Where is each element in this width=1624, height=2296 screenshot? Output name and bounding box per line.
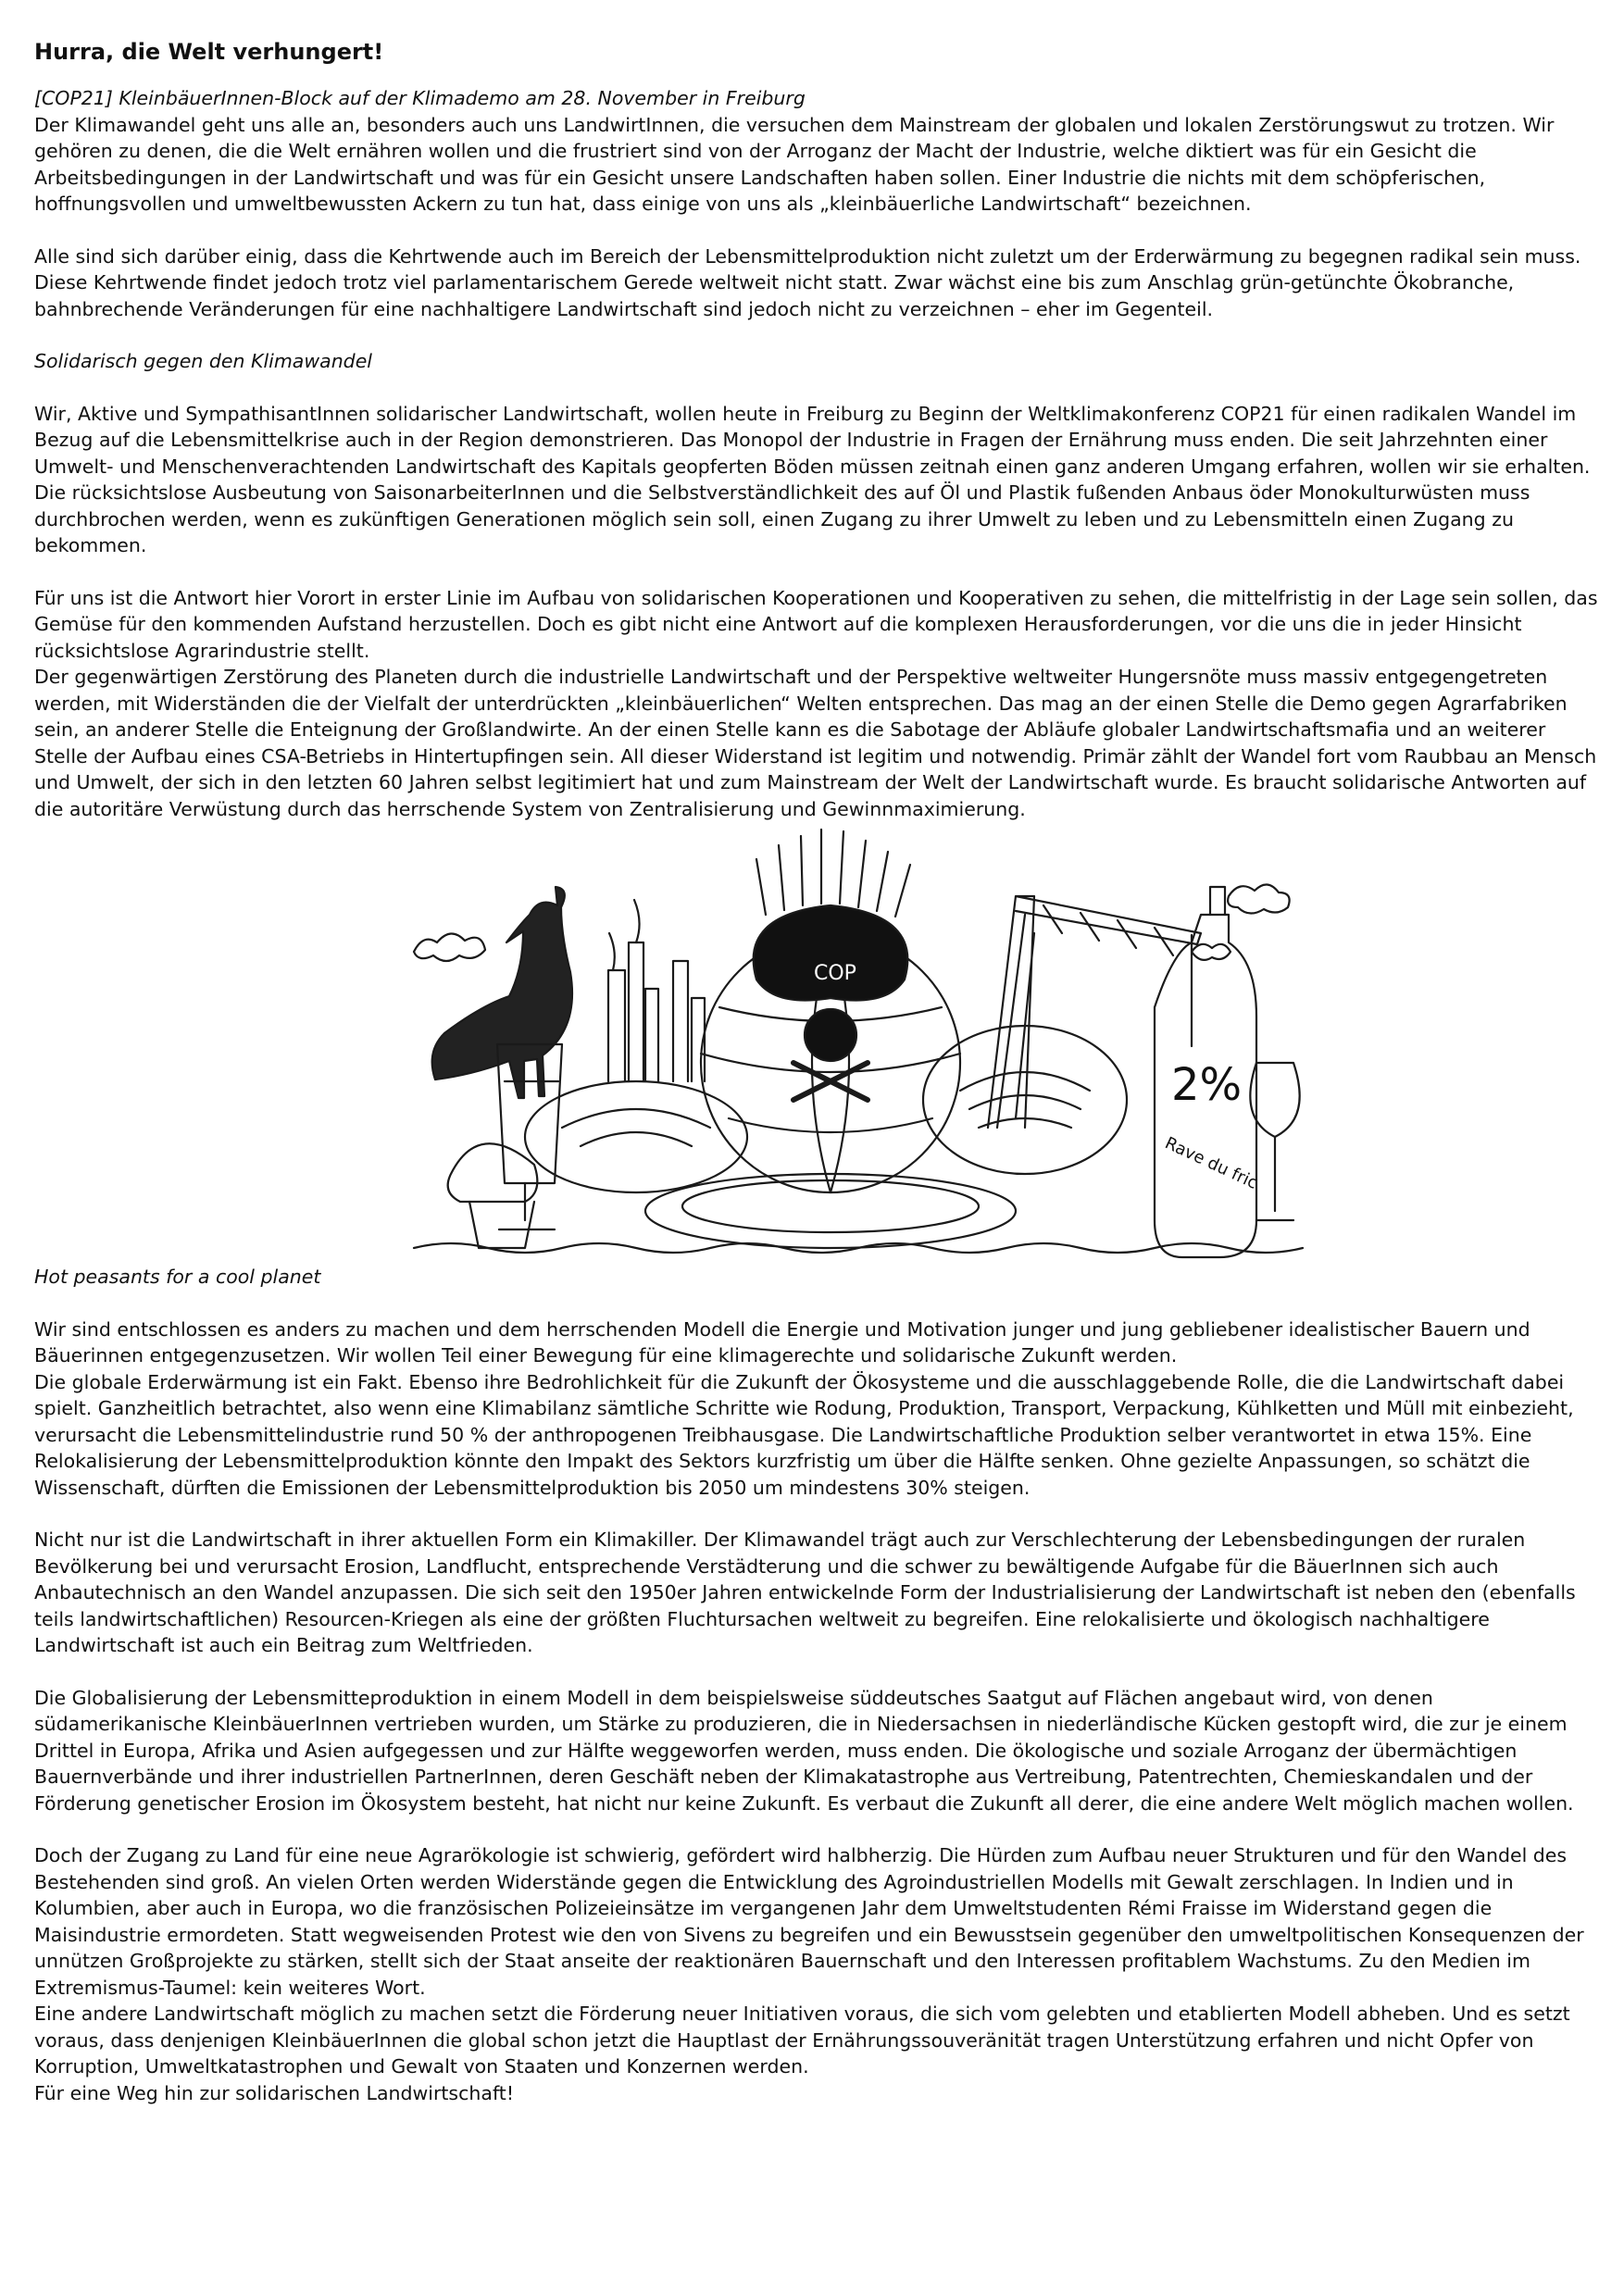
section-heading-hot-peasants: Hot peasants for a cool planet [34, 1266, 321, 1288]
document-page [34, 37, 1599, 2106]
spacer [34, 1659, 1599, 1685]
paragraph-8: Nicht nur ist die Landwirtschaft in ihrer aktuellen Form ein Klimakiller. Der Klimawandel trägt auch zur Verschlechterung der Lebensbedingungen der ruralen Bevölkerung bei und verursacht Erosion, Landflucht, entsprechende Verstädterung und die schwer zu bewältigende Aufgabe für die BäuerInnen sich auch Anbautechnisch an den Wandel anzupassen. Die sich seit den 1950er Jahren entwickelnde Form der Industrialisierung der Landwirtschaft ist neben den (ebenfalls teils landwirtschaftlichen) Resourcen-Kriegen als eine der größten Fluchtursachen weltweit zu begreifen. Eine relokalisierte und ökologisch nachhaltigere Landwirtschaft ist auch ein Beitrag zum Weltfrieden. [34, 1529, 1576, 1656]
spacer [34, 322, 1599, 348]
document-title: Hurra, die Welt verhungert! [34, 39, 384, 65]
section-heading-solidarisch: Solidarisch gegen den Klimawandel [34, 350, 373, 372]
closing-line: Für eine Weg hin zur solidarischen Landwirtschaft! [34, 2081, 515, 2104]
spacer [34, 1816, 1599, 1842]
paragraph-11: Eine andere Landwirtschaft möglich zu machen setzt die Förderung neuer Initiativen voraus, die sich vom gelebten und etablierten Modell abheben. Und es setzt voraus, dass denjenigen KleinbäuerInnen die global schon jetzt die Hauptlast der Ernährungssouveränität tragen Unterstützung erfahren und nicht Opfer von Korruption, Umweltkatastrophen und Gewalt von Staaten und Konzernen werden. [34, 2003, 1570, 2078]
paragraph-10: Doch der Zugang zu Land für eine neue Agrarökologie ist schwierig, gefördert wird halbherzig. Die Hürden zum Aufbau neuer Strukturen und für den Wandel des Bestehenden sind groß. An vielen Orten werden Widerstände gegen die Entwicklung des Agroindustriellen Modells mit Gewalt zerschlagen. In Indien und in Kolumbien, aber auch in Europa, wo die französischen Polizeieinsätze im vergangenen Jahr dem Umweltstudenten Rémi Fraisse im Widerstand gegen die Maisindustrie ermordeten. Statt wegweisenden Protest wie den von Sivens zu begreifen und ein Bewusstsein gegenüber den umweltpolitischen Konsequenzen der unnützen Großprojekte zu stärken, stellt sich der Staat anseite der reaktionären Bauernschaft und den Interessen profitablem Wachstums. Zu den Medien im Extremismus-Taumel: kein weiteres Wort. [34, 1844, 1584, 1999]
spacer [34, 218, 1599, 243]
paragraph-7: Die globale Erderwärmung ist ein Fakt. Ebenso ihre Bedrohlichkeit für die Zukunft der Ökosysteme und die ausschlaggebende Rolle, die die Landwirtschaft dabei spielt. Ganzheitlich betrachtet, also wenn eine Klimabilanz sämtliche Schritte wie Rodung, Produktion, Transport, Verpackung, Kühlketten und Müll mit einbezieht, verursacht die Lebensmittelindustrie rund 50 % der anthropogenen Treibhausgase. Die Landwirtschaftliche Produktion selber verantwortet in etwa 15%. Eine Relokalisierung der Lebensmittelproduktion könnte den Impakt des Sektors kurzfristig um über die Hälfte senken. Ohne gezielte Anpassungen, so schätzt die Wissenschaft, dürften die Emissionen der Lebensmittelproduktion bis 2050 um mindestens 30% steigen. [34, 1370, 1574, 1499]
bottle-label-text: Rave du fric [1161, 1133, 1261, 1193]
subtitle: [COP21] KleinbäuerInnen-Block auf der Klimademo am 28. November in Freiburg [34, 87, 806, 109]
spacer [34, 1291, 1599, 1316]
paragraph-1: Der Klimawandel geht uns alle an, besonders auch uns LandwirtInnen, die versuchen dem Mainstream der globalen und lokalen Zerstörungswut zu trotzen. Wir gehören zu denen, die die Welt ernähren wollen und die frustriert sind von der Arroganz der Macht der Industrie, welche diktiert was für ein Gesicht die Arbeitsbedingungen in der Landwirtschaft und was für ein Gesicht unsere Landschaften haben sollen. Einer Industrie die nichts mit dem schöpferischen, hoffnungsvollen und umweltbewussten Ackern zu tun hat, dass einige von uns als „kleinbäuerliche Landwirtschaft“ bezeichnen. [34, 113, 1555, 215]
paragraph-2: Alle sind sich darüber einig, dass die Kehrtwende auch im Bereich der Lebensmittelproduktion nicht zuletzt um der Erderwärmung zu begegnen radikal sein muss. Diese Kehrtwende findet jedoch trotz viel parlamentarischem Gerede weltweit nicht statt. Zwar wächst eine bis zum Anschlag grün-getünchte Ökobranche, bahnbrechende Veränderungen für eine nachhaltigere Landwirtschaft sind jedoch nicht zu verzeichnen – eher im Gegenteil. [34, 244, 1581, 320]
spacer [34, 1501, 1599, 1527]
spacer [34, 375, 1599, 401]
paragraph-3: Wir, Aktive und SympathisantInnen solidarischer Landwirtschaft, wollen heute in Freiburg zu Beginn der Weltklimakonferenz COP21 für einen radikalen Wandel im Bezug auf die Lebensmittelkrise auch in der Region demonstrieren. Das Monopol der Industrie in Fragen der Ernährung muss enden. Die seit Jahrzehnten einer Umwelt- und Menschenverachtenden Landwirtschaft des Kapitals geopferten Böden müssen zeitnah einen ganz anderen Umgang erfahren, wollen wir sie erhalten. Die rücksichtslose Ausbeutung von SaisonarbeiterInnen und die Selbstverständlichkeit des auf Öl und Plastik fußenden Anbaus öder Monokulturwüsten muss durchbrochen werden, wenn es zukünftigen Generationen möglich sein soll, einen Zugang zu ihrer Umwelt zu leben und zu Lebensmitteln einen Zugang zu bekommen. [34, 402, 1591, 556]
paragraph-5: Der gegenwärtigen Zerstörung des Planeten durch die industrielle Landwirtschaft und der Perspektive weltweiter Hungersnöte muss massiv entgegengetreten werden, mit Widerständen die der Vielfalt der unterdrückten „kleinbäuerlichen“ Welten entsprechen. Das mag an der einen Stelle die Demo gegen Agrarfabriken sein, an anderer Stelle die Enteignung der Großlandwirte. An der einen Stelle kann es die Sabotage der Abläufe globaler Landwirtschaftsmafia und an weiterer Stelle der Aufbau eines CSA-Betriebs in Hintertupfingen sein. All dieser Widerstand ist legitim und notwendig. Primär zählt der Wandel fort vom Raubbau an Mensch und Umwelt, der sich in den letzten 60 Jahren selbst legitimiert hat und zum Mainstream der Welt der Landwirtschaft wurde. Es braucht solidarische Antworten auf die autoritäre Verwüstung durch das herrschende System von Zentralisierung und Gewinnmaximierung. [34, 666, 1597, 820]
bottle-label-percent: 2% [1171, 1059, 1243, 1111]
paragraph-4: Für uns ist die Antwort hier Vorort in erster Linie im Aufbau von solidarischen Kooperationen und Kooperativen zu sehen, die mittelfristig in der Lage sein sollen, das Gemüse für den kommenden Aufstand herzustellen. Doch es gibt nicht eine Antwort auf die komplexen Herausforderungen, vor die uns die in jeder Hinsicht rücksichtslose Agrarindustrie stellt. [34, 586, 1598, 662]
paragraph-9: Die Globalisierung der Lebensmitteproduktion in einem Modell in dem beispielsweise süddeutsches Saatgut auf Flächen angebaut wird, von denen südamerikanische KleinbäuerInnen vertrieben wurden, um Stärke zu produzieren, die in Niedersachsen in niederländische Kücken gestopft wird, die zur je einem Drittel in Europa, Afrika und Asien aufgegessen und zur Hälfte weggeworfen werden, muss enden. Die ökologische und soziale Arroganz der übermächtigen Bauernverbände und ihrer industriellen PartnerInnen, deren Geschäft neben der Klimakatastrophe aus Vertreibung, Patentrechten, Chemieskandalen und der Förderung genetischer Erosion im Ökosystem besteht, hat nicht nur keine Zukunft. Es verbaut die Zukunft all derer, die eine andere Welt möglich machen wollen. [34, 1686, 1574, 1815]
spacer [34, 559, 1599, 585]
cartoon-illustration [395, 822, 1321, 1262]
globe-label-cop: COP [814, 962, 856, 985]
paragraph-6: Wir sind entschlossen es anders zu machen und dem herrschenden Modell die Energie und Motivation junger und jung gebliebener idealistischer Bauern und Bäuerinnen entgegenzusetzen. Wir wollen Teil einer Bewegung für eine klimagerechte und solidarische Zukunft werden. [34, 1317, 1530, 1366]
